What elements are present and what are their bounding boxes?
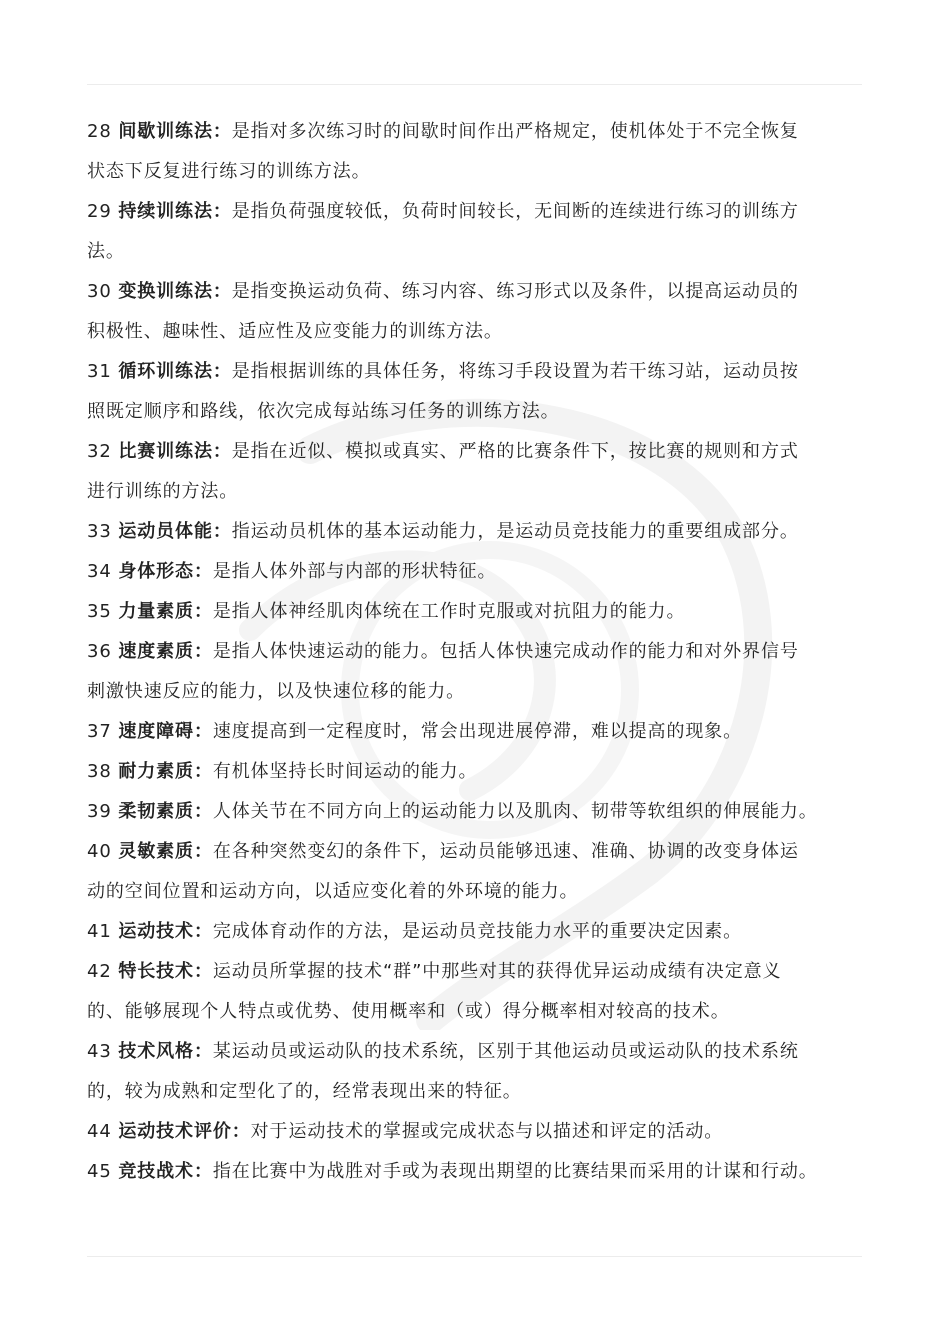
entry-number: 28 [87, 121, 112, 142]
entry-term: 竞技战术： [118, 1161, 213, 1182]
glossary-entry [87, 272, 887, 352]
entry-text: 指在比赛中为战胜对手或为表现出期望的比赛结果而采用的计谋和行动。 [212, 1161, 818, 1182]
entry-line [87, 592, 887, 632]
entry-term: 技术风格： [118, 1041, 213, 1062]
glossary-entry [87, 1032, 887, 1112]
entry-text: 人体关节在不同方向上的运动能力以及肌肉、韧带等软组织的伸展能力。 [212, 801, 818, 822]
entry-term: 柔韧素质： [118, 801, 213, 822]
entry-line [87, 1032, 887, 1072]
entry-number: 36 [87, 641, 112, 662]
entry-line [87, 632, 887, 672]
entry-text: 的、能够展现个人特点或优势、使用概率和（或）得分概率相对较高的技术。 [87, 1001, 730, 1022]
entry-line [87, 712, 887, 752]
glossary-list [87, 112, 887, 1192]
header-divider [87, 84, 862, 85]
entry-text: 是指人体快速运动的能力。包括人体快速完成动作的能力和对外界信号 [212, 641, 799, 662]
entry-text: 指运动员机体的基本运动能力，是运动员竞技能力的重要组成部分。 [231, 521, 799, 542]
glossary-entry [87, 552, 887, 592]
entry-number: 29 [87, 201, 112, 222]
entry-number: 37 [87, 721, 112, 742]
glossary-entry [87, 1152, 887, 1192]
entry-text: 有机体坚持长时间运动的能力。 [212, 761, 478, 782]
entry-text: 刺激快速反应的能力，以及快速位移的能力。 [87, 681, 465, 702]
entry-term: 变换训练法： [118, 281, 232, 302]
entry-term: 速度素质： [118, 641, 213, 662]
glossary-entry [87, 192, 887, 272]
entry-text: 是指对多次练习时的间歇时间作出严格规定，使机体处于不完全恢复 [231, 121, 799, 142]
glossary-entry [87, 352, 887, 432]
entry-text: 对于运动技术的掌握或完成状态与以描述和评定的活动。 [250, 1121, 724, 1142]
entry-term: 运动技术： [118, 921, 213, 942]
entry-text: 是指人体神经肌肉体统在工作时克服或对抗阻力的能力。 [212, 601, 686, 622]
glossary-entry [87, 912, 887, 952]
entry-number: 42 [87, 961, 112, 982]
entry-number: 32 [87, 441, 112, 462]
entry-text: 是指人体外部与内部的形状特征。 [212, 561, 497, 582]
entry-number: 34 [87, 561, 112, 582]
entry-text: 照既定顺序和路线，依次完成每站练习任务的训练方法。 [87, 401, 560, 422]
entry-line [87, 392, 887, 432]
glossary-entry [87, 832, 887, 912]
glossary-entry [87, 432, 887, 512]
entry-number: 35 [87, 601, 112, 622]
entry-line [87, 912, 887, 952]
entry-line [87, 832, 887, 872]
entry-line [87, 232, 887, 272]
entry-line [87, 952, 887, 992]
entry-term: 力量素质： [118, 601, 213, 622]
glossary-entry [87, 632, 887, 712]
entry-term: 运动员体能： [118, 521, 232, 542]
entry-text: 积极性、趣味性、适应性及应变能力的训练方法。 [87, 321, 503, 342]
entry-line [87, 432, 887, 472]
entry-text: 是指根据训练的具体任务，将练习手段设置为若干练习站，运动员按 [231, 361, 799, 382]
entry-number: 44 [87, 1121, 112, 1142]
entry-line [87, 752, 887, 792]
entry-number: 45 [87, 1161, 112, 1182]
entry-number: 39 [87, 801, 112, 822]
entry-text: 速度提高到一定程度时，常会出现进展停滞，难以提高的现象。 [212, 721, 743, 742]
footer-divider [87, 1256, 862, 1257]
entry-text: 运动员所掌握的技术“群”中那些对其的获得优异运动成绩有决定意义 [212, 961, 782, 982]
entry-number: 31 [87, 361, 112, 382]
entry-text: 某运动员或运动队的技术系统，区别于其他运动员或运动队的技术系统 [212, 1041, 799, 1062]
entry-line [87, 992, 887, 1032]
glossary-entry [87, 1112, 887, 1152]
entry-line [87, 1112, 887, 1152]
entry-text: 是指变换运动负荷、练习内容、练习形式以及条件，以提高运动员的 [231, 281, 799, 302]
entry-text: 是指在近似、模拟或真实、严格的比赛条件下，按比赛的规则和方式 [231, 441, 799, 462]
entry-term: 运动技术评价： [118, 1121, 251, 1142]
glossary-entry [87, 512, 887, 552]
entry-line [87, 872, 887, 912]
entry-text: 状态下反复进行练习的训练方法。 [87, 161, 371, 182]
entry-text: 动的空间位置和运动方向，以适应变化着的外环境的能力。 [87, 881, 579, 902]
entry-line [87, 1152, 887, 1192]
entry-term: 身体形态： [118, 561, 213, 582]
entry-line [87, 152, 887, 192]
entry-number: 43 [87, 1041, 112, 1062]
entry-term: 间歇训练法： [118, 121, 232, 142]
entry-number: 30 [87, 281, 112, 302]
entry-text: 的，较为成熟和定型化了的，经常表现出来的特征。 [87, 1081, 522, 1102]
entry-line [87, 272, 887, 312]
glossary-entry [87, 952, 887, 1032]
entry-term: 速度障碍： [118, 721, 213, 742]
entry-number: 38 [87, 761, 112, 782]
entry-line [87, 192, 887, 232]
entry-number: 41 [87, 921, 112, 942]
entry-term: 循环训练法： [118, 361, 232, 382]
entry-text: 完成体育动作的方法，是运动员竞技能力水平的重要决定因素。 [212, 921, 743, 942]
entry-line [87, 312, 887, 352]
entry-line [87, 512, 887, 552]
entry-term: 特长技术： [118, 961, 213, 982]
entry-line [87, 792, 887, 832]
glossary-entry [87, 712, 887, 752]
entry-term: 比赛训练法： [118, 441, 232, 462]
glossary-entry [87, 792, 887, 832]
entry-text: 法。 [87, 241, 125, 262]
entry-line [87, 112, 887, 152]
glossary-entry [87, 112, 887, 192]
entry-text: 是指负荷强度较低，负荷时间较长，无间断的连续进行练习的训练方 [231, 201, 799, 222]
entry-line [87, 472, 887, 512]
entry-line [87, 1072, 887, 1112]
entry-number: 40 [87, 841, 112, 862]
entry-text: 进行训练的方法。 [87, 481, 239, 502]
entry-line [87, 552, 887, 592]
entry-number: 33 [87, 521, 112, 542]
entry-line [87, 672, 887, 712]
entry-term: 耐力素质： [118, 761, 213, 782]
entry-term: 灵敏素质： [118, 841, 213, 862]
entry-text: 在各种突然变幻的条件下，运动员能够迅速、准确、协调的改变身体运 [212, 841, 799, 862]
glossary-entry [87, 592, 887, 632]
glossary-entry [87, 752, 887, 792]
entry-term: 持续训练法： [118, 201, 232, 222]
entry-line [87, 352, 887, 392]
